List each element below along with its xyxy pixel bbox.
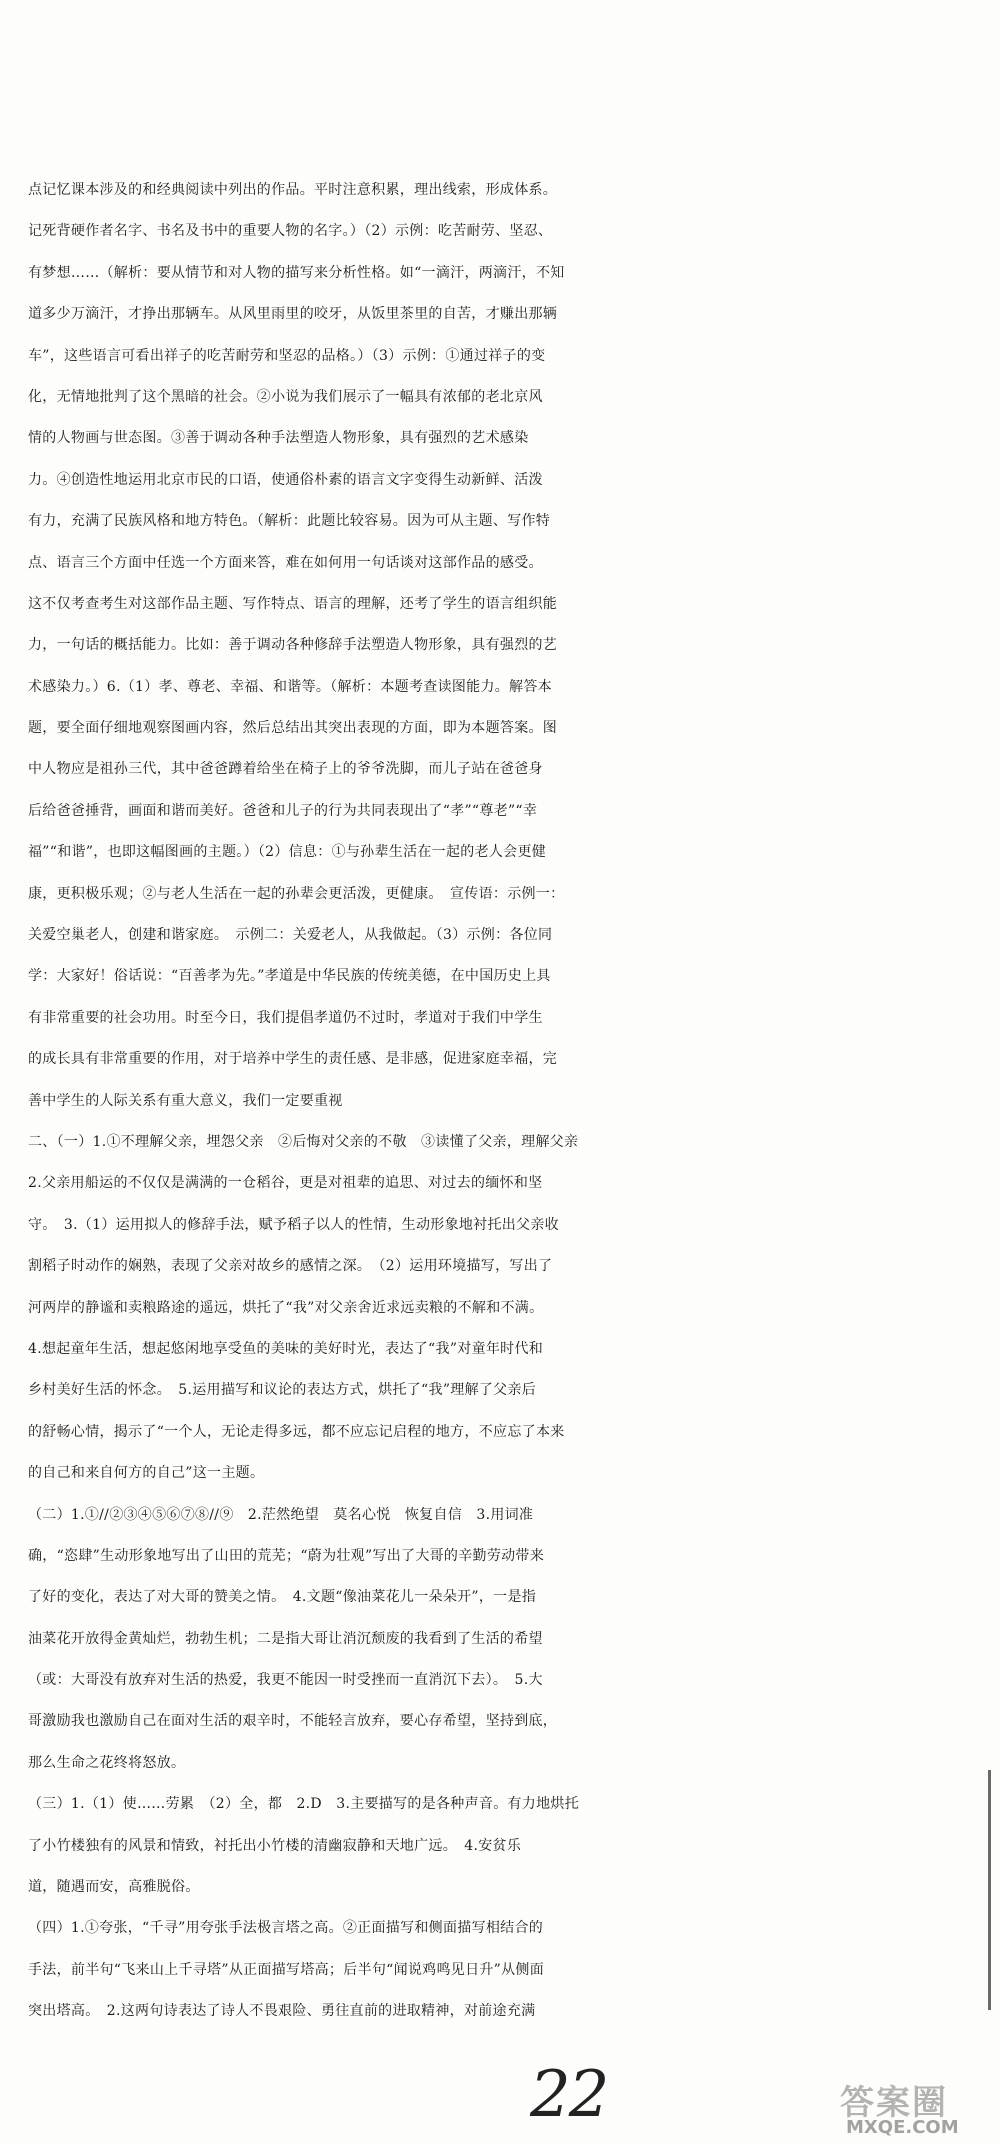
text-line: 学：大家好！俗话说：“百善孝为先。”孝道是中华民族的传统美德，在中国历史上具 bbox=[28, 968, 551, 985]
text-line: 记死背硬作者名字、书名及书中的重要人物的名字。）（2）示例：吃苦耐劳、坚忍、 bbox=[28, 223, 553, 240]
watermark-logo-text: 答案圈 bbox=[840, 2083, 948, 2123]
text-line: （三）1.（1）使……劳累 （2）全，都 2.D 3.主要描写的是各种声音。有力地烘托 bbox=[28, 1796, 580, 1813]
text-line: 二、（一）1.①不理解父亲，埋怨父亲 ②后悔对父亲的不敬 ③读懂了父亲，理解父亲 bbox=[28, 1133, 579, 1150]
text-line: 哥激励我也激励自己在面对生活的艰辛时，不能轻言放弃，要心存希望，坚持到底， bbox=[28, 1713, 558, 1730]
text-line: 术感染力。）6.（1）孝、尊老、幸福、和谐等。（解析：本题考查读图能力。解答本 bbox=[28, 678, 552, 695]
answer-text-block bbox=[28, 170, 988, 2033]
text-line: 点、语言三个方面中任选一个方面来答，难在如何用一句话谈对这部作品的感受。 bbox=[28, 554, 543, 571]
text-line: 有非常重要的社会功用。时至今日，我们提倡孝道仍不过时，孝道对于我们中学生 bbox=[28, 1009, 543, 1026]
text-line: 有力，充满了民族风格和地方特色。（解析：此题比较容易。因为可从主题、写作特 bbox=[28, 513, 551, 530]
text-line: 油菜花开放得金黄灿烂，勃勃生机；二是指大哥让消沉颓废的我看到了生活的希望 bbox=[28, 1630, 543, 1647]
text-line: 点记忆课本涉及的和经典阅读中列出的作品。平时注意积累，理出线索，形成体系。 bbox=[28, 182, 558, 198]
text-line: 这不仅考查考生对这部作品主题、写作特点、语言的理解，还考了学生的语言组织能 bbox=[28, 595, 558, 612]
text-line: 那么生命之花终将怒放。 bbox=[28, 1754, 186, 1771]
text-line: 关爱空巢老人，创建和谐家庭。 示例二：关爱老人，从我做起。（3）示例：各位同 bbox=[28, 927, 553, 944]
handwritten-page-number: 22 bbox=[530, 2058, 608, 2132]
text-line: 确，“恣肆”生动形象地写出了山田的荒芜；“蔚为壮观”写出了大哥的辛勤劳动带来 bbox=[28, 1547, 545, 1564]
text-line: 康，更积极乐观；②与老人生活在一起的孙辈会更活泼，更健康。 宣传语：示例一： bbox=[28, 885, 565, 902]
binding-edge-mark bbox=[988, 1770, 991, 2010]
text-line: 乡村美好生活的怀念。 5.运用描写和议论的表达方式，烘托了“我”理解了父亲后 bbox=[28, 1382, 537, 1399]
text-line: 突出塔高。 2.这两句诗表达了诗人不畏艰险、勇往直前的进取精神，对前途充满 bbox=[28, 2003, 536, 2020]
text-line: 力。④创造性地运用北京市民的口语，使通俗朴素的语言文字变得生动新鲜、活泼 bbox=[28, 471, 543, 488]
text-line: 了好的变化，表达了对大哥的赞美之情。 4.文题“像油菜花儿一朵朵开”，一是指 bbox=[28, 1589, 537, 1606]
text-line: 有梦想……（解析：要从情节和对人物的描写来分析性格。如“一滴汗，两滴汗，不知 bbox=[28, 264, 565, 281]
text-line: 题，要全面仔细地观察图画内容，然后总结出其突出表现的方面，即为本题答案。图 bbox=[28, 720, 558, 737]
text-line: （或：大哥没有放弃对生活的热爱，我更不能因一时受挫而一直消沉下去）。 5.大 bbox=[28, 1672, 543, 1689]
text-line: 的舒畅心情，揭示了“一个人，无论走得多远，都不应忘记启程的地方，不应忘了本来 bbox=[28, 1423, 565, 1440]
text-line: 福”“和谐”，也即这幅图画的主题。）（2）信息：①与孙辈生活在一起的老人会更健 bbox=[28, 844, 547, 861]
text-line: 4.想起童年生活，想起悠闲地享受鱼的美味的美好时光，表达了“我”对童年时代和 bbox=[28, 1340, 544, 1357]
text-line: 的成长具有非常重要的作用，对于培养中学生的责任感、是非感，促进家庭幸福，完 bbox=[28, 1051, 558, 1068]
text-line: 2.父亲用船运的不仅仅是满满的一仓稻谷，更是对祖辈的追思、对过去的缅怀和坚 bbox=[28, 1175, 543, 1192]
text-line: 化，无情地批判了这个黑暗的社会。②小说为我们展示了一幅具有浓郁的老北京风 bbox=[28, 388, 543, 405]
text-line: 了小竹楼独有的风景和情致，衬托出小竹楼的清幽寂静和天地广远。 4.安贫乐 bbox=[28, 1837, 522, 1854]
text-line: 河两岸的静谧和卖粮路途的遥远，烘托了“我”对父亲舍近求远卖粮的不解和不满。 bbox=[28, 1299, 544, 1316]
text-line: （四）1.①夸张，“千寻”用夸张手法极言塔之高。②正面描写和侧面描写相结合的 bbox=[28, 1920, 544, 1937]
text-line: 车”，这些语言可看出祥子的吃苦耐劳和坚忍的品格。）（3）示例：①通过祥子的变 bbox=[28, 347, 546, 364]
text-line: 善中学生的人际关系有重大意义，我们一定要重视 bbox=[28, 1092, 343, 1109]
text-line: 手法，前半句“飞来山上千寻塔”从正面描写塔高；后半句“闻说鸡鸣见日升”从侧面 bbox=[28, 1961, 545, 1978]
text-line: 割稻子时动作的娴熟，表现了父亲对故乡的感情之深。 （2）运用环境描写，写出了 bbox=[28, 1258, 553, 1275]
text-line: 后给爸爸捶背，画面和谐而美好。爸爸和儿子的行为共同表现出了“孝”“尊老”“幸 bbox=[28, 802, 538, 819]
text-line: 中人物应是祖孙三代，其中爸爸蹲着给坐在椅子上的爷爷洗脚，而儿子站在爸爸身 bbox=[28, 761, 543, 778]
watermark-logo bbox=[840, 2075, 990, 2139]
watermark-url: MXQE.COM bbox=[846, 2117, 959, 2138]
text-line: 守。 3.（1）运用拟人的修辞手法，赋予稻子以人的性情，生动形象地衬托出父亲收 bbox=[28, 1216, 559, 1233]
text-line: 情的人物画与世态图。③善于调动各种手法塑造人物形象，具有强烈的艺术感染 bbox=[28, 430, 529, 447]
text-line: （二）1.①//②③④⑤⑥⑦⑧//⑨ 2.茫然绝望 莫名心悦 恢复自信 3.用词准 bbox=[28, 1506, 534, 1523]
text-line: 力，一句话的概括能力。比如：善于调动各种修辞手法塑造人物形象，具有强烈的艺 bbox=[28, 637, 558, 654]
text-line: 道，随遇而安，高雅脱俗。 bbox=[28, 1879, 200, 1896]
text-line: 的自己和来自何方的自己”这一主题。 bbox=[28, 1465, 265, 1482]
text-line: 道多少万滴汗，才挣出那辆车。从风里雨里的咬牙，从饭里茶里的自苦，才赚出那辆 bbox=[28, 306, 558, 323]
